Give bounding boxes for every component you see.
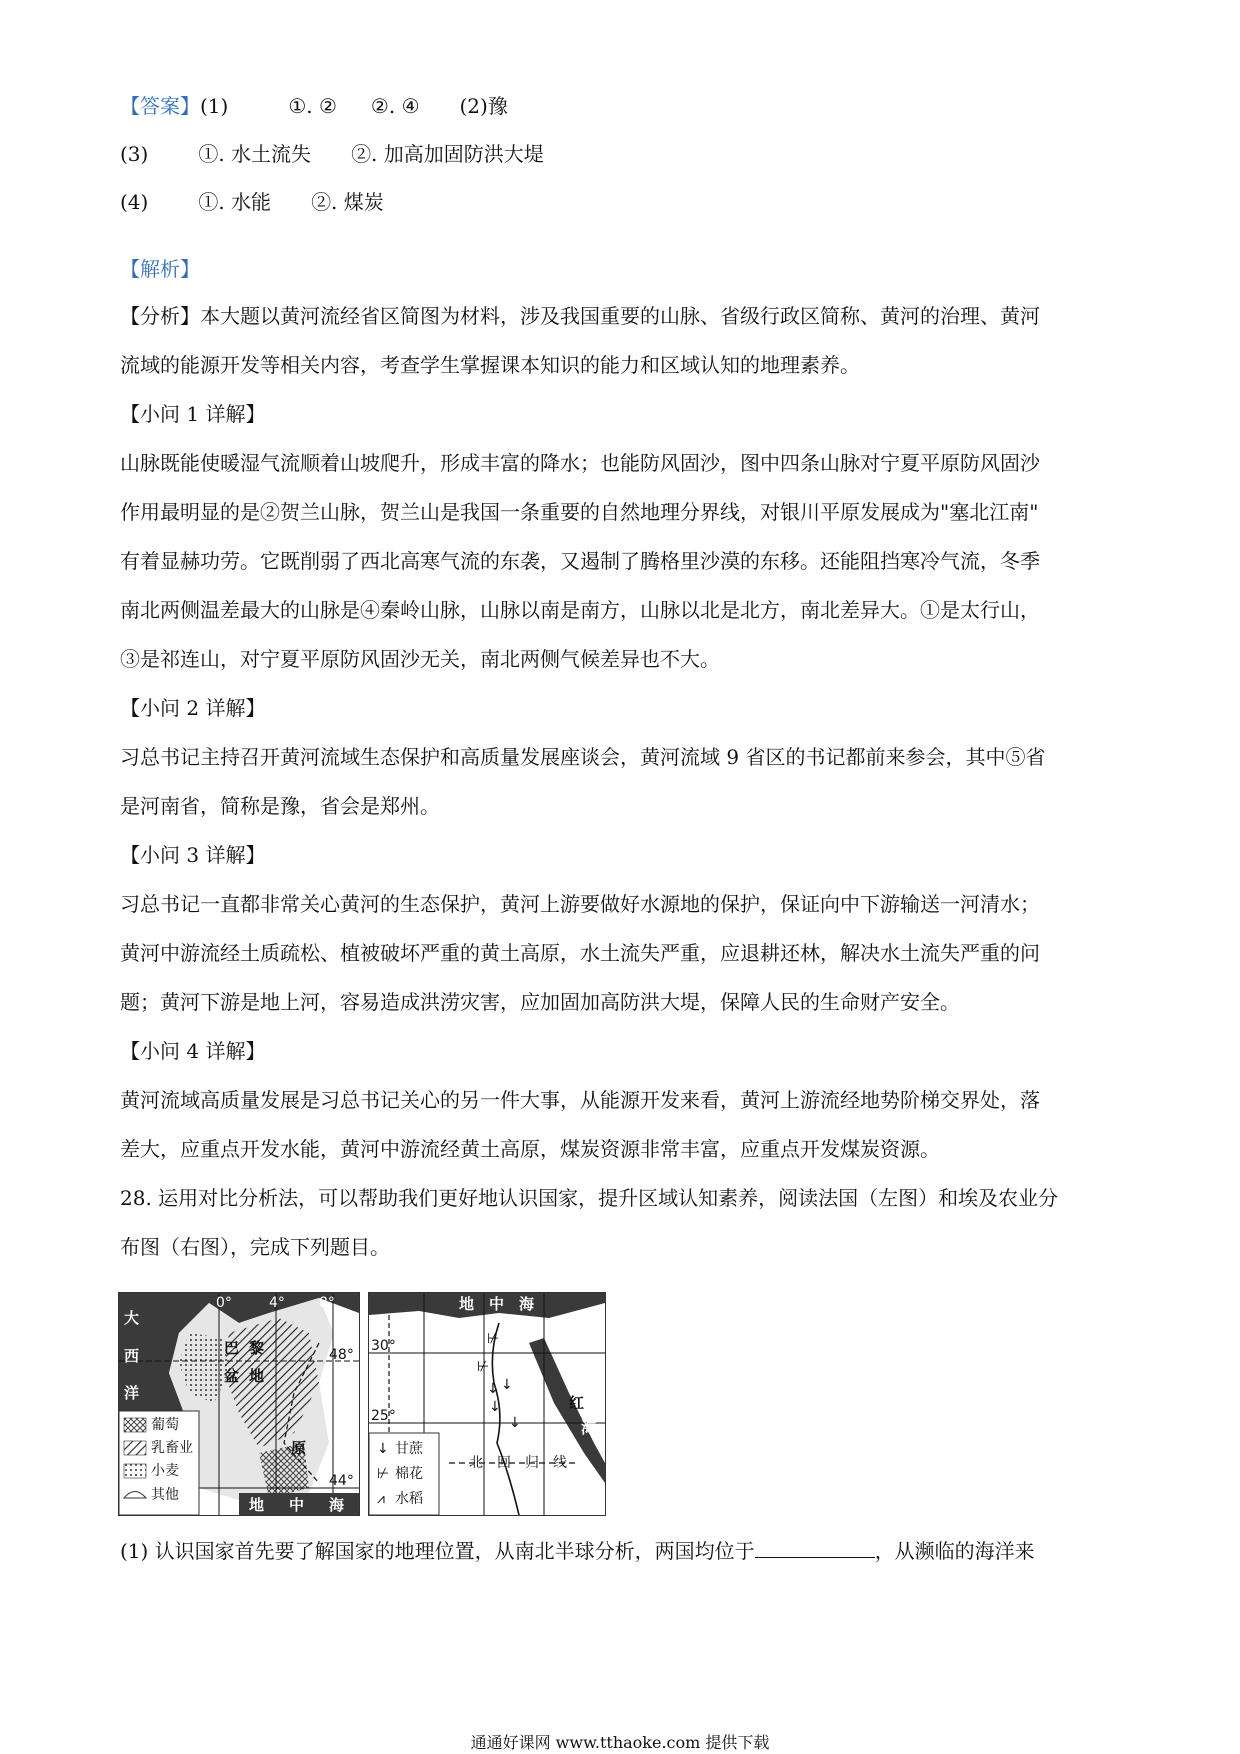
crop-symbol: ↓ <box>487 1381 499 1397</box>
legend-symbol: ⩘ <box>377 1491 385 1507</box>
text-line: 题；黄河下游是地上河，容易造成洪涝灾害，应加固加高防洪大堤，保障人民的生命财产安全。 <box>120 990 960 1014</box>
crop-symbol: ↓ <box>501 1377 513 1393</box>
crop-symbol: ⊬ <box>477 1359 490 1375</box>
lon-label: 0° <box>216 1295 232 1311</box>
sea-char: 海 <box>329 1496 345 1514</box>
text-line: 习总书记一直都非常关心黄河的生态保护，黄河上游要做好水源地的保护，保证向中下游输送一河清水； <box>120 892 1040 916</box>
legend-label: 乳畜业 <box>151 1440 193 1456</box>
egypt-agriculture-map <box>368 1292 606 1516</box>
legend-grape-swatch <box>124 1418 146 1432</box>
basin-char: 黎 <box>249 1339 265 1357</box>
legend-dairy-swatch <box>124 1441 146 1455</box>
sea-char: 地 <box>249 1496 265 1514</box>
section-title: 【小问 2 详解】 <box>120 696 266 720</box>
answer-q3-a: ①. 水土流失 <box>198 142 312 166</box>
egypt-map-svg <box>369 1293 605 1515</box>
legend-symbol: ⊬ <box>377 1466 390 1482</box>
legend-label: 甘蔗 <box>395 1441 423 1457</box>
text-line: 布图（右图），完成下列题目。 <box>120 1235 390 1259</box>
text-line: 28. 运用对比分析法，可以帮助我们更好地认识国家，提升区域认知素养，阅读法国（左图）和埃及农业分 <box>120 1186 1059 1210</box>
question-28-1 <box>120 1537 1130 1565</box>
q4-detail <box>120 1027 1130 1174</box>
q28-1-text-a: (1) 认识国家首先要了解国家的地理位置，从南北半球分析，两国均位于 <box>120 1539 755 1563</box>
legend-label: 棉花 <box>395 1466 423 1482</box>
answer-q1-b: ②. ④ <box>370 94 420 118</box>
text-line: 【分析】本大题以黄河流经省区简图为材料，涉及我国重要的山脉、省级行政区简称、黄河的治理、黄河 <box>120 304 1040 328</box>
answer-q3-label: (3) <box>120 142 149 166</box>
ocean-char: 大 <box>124 1309 140 1327</box>
text-line: 流域的能源开发等相关内容，考查学生掌握课本知识的能力和区域认知的地理素养。 <box>120 353 860 377</box>
answer-blank[interactable] <box>755 1537 875 1558</box>
text-line: 山脉既能使暖湿气流顺着山坡爬升，形成丰富的降水；也能防风固沙，图中四条山脉对宁夏平原防风固沙 <box>120 451 1040 475</box>
answer-q1-a: ①. ② <box>288 94 337 118</box>
plain-char: 原 <box>291 1439 307 1457</box>
mediterranean-sea <box>369 1293 605 1318</box>
answer-q2: (2)豫 <box>459 94 508 118</box>
analysis-tag: 【解析】 <box>120 257 200 281</box>
answer-q4-a: ①. 水能 <box>198 190 272 214</box>
basin-char: 巴 <box>224 1339 240 1357</box>
answer-line-3 <box>120 188 384 216</box>
red-sea-char: 海 <box>581 1419 597 1437</box>
legend-wheat-swatch <box>124 1464 146 1478</box>
lat-label: 30° <box>371 1338 396 1354</box>
text-line: 有着显赫功劳。它既削弱了西北高寒气流的东袭，又遏制了腾格里沙漠的东移。还能阻挡寒冷气流，冬季 <box>120 549 1040 573</box>
crop-symbol: ⊬ <box>487 1331 500 1347</box>
legend-label: 其他 <box>151 1487 179 1503</box>
text-line: ③是祁连山，对宁夏平原防风固沙无关，南北两侧气候差异也不大。 <box>120 647 720 671</box>
lon-label: 4° <box>269 1295 285 1311</box>
france-agriculture-map <box>118 1292 360 1516</box>
tropic-label: 北 回 归 线 <box>469 1455 567 1471</box>
legend-label: 水稻 <box>395 1491 423 1507</box>
ocean-char: 洋 <box>124 1384 140 1402</box>
answer-q3-b: ②. 加高加固防洪大堤 <box>351 142 544 166</box>
section-title: 【小问 3 详解】 <box>120 843 266 867</box>
q2-detail <box>120 684 1130 831</box>
france-map-svg <box>119 1293 359 1515</box>
lon-label: 8° <box>319 1295 335 1311</box>
section-title: 【小问 1 详解】 <box>120 402 266 426</box>
sea-char: 中 <box>489 1295 505 1313</box>
lat-label: 25° <box>371 1408 396 1424</box>
q1-detail <box>120 390 1130 684</box>
legend-symbol: ↓ <box>377 1441 389 1457</box>
answer-line-2 <box>120 140 544 168</box>
legend-label: 小麦 <box>151 1463 179 1479</box>
crop-symbol: ↓ <box>509 1415 521 1431</box>
text-line: 差大，应重点开发水能，黄河中游流经黄土高原，煤炭资源非常丰富，应重点开发煤炭资源。 <box>120 1137 940 1161</box>
answer-q4-b: ②. 煤炭 <box>311 190 384 214</box>
footer-text: 通通好课网 www.tthaoke.com 提供下载 <box>470 1733 770 1752</box>
question-28 <box>120 1174 1130 1272</box>
answer-q4-label: (4) <box>120 190 149 214</box>
ocean-char: 西 <box>124 1347 140 1365</box>
sea-char: 海 <box>519 1295 535 1313</box>
lat-label: 44° <box>329 1473 354 1489</box>
sea-char: 地 <box>459 1295 475 1313</box>
section-title: 【小问 4 详解】 <box>120 1039 266 1063</box>
analysis-paragraph <box>120 292 1130 390</box>
legend-label: 葡萄 <box>151 1417 179 1433</box>
text-line: 黄河流域高质量发展是习总书记关心的另一件大事，从能源开发来看，黄河上游流经地势阶梯交界处，落 <box>120 1088 1040 1112</box>
text-line: 南北两侧温差最大的山脉是④秦岭山脉，山脉以南是南方，山脉以北是北方，南北差异大。①是太行山， <box>120 598 1040 622</box>
basin-char: 地 <box>249 1367 265 1385</box>
text-line: 黄河中游流经土质疏松、植被破坏严重的黄土高原，水土流失严重，应退耕还林，解决水土流失严重的问 <box>120 941 1040 965</box>
text-line: 是河南省，简称是豫，省会是郑州。 <box>120 794 440 818</box>
basin-char: 盆 <box>224 1367 240 1385</box>
answer-tag: 【答案】 <box>120 94 200 118</box>
sea-char: 中 <box>289 1496 305 1514</box>
text-line: 作用最明显的是②贺兰山脉，贺兰山是我国一条重要的自然地理分界线，对银川平原发展成为"塞北江南" <box>120 500 1039 524</box>
lat-label: 48° <box>329 1347 354 1363</box>
red-sea-char: 红 <box>569 1394 585 1412</box>
answer-q1-label: (1) <box>200 94 229 118</box>
answer-line-1 <box>120 92 508 120</box>
q3-detail <box>120 831 1130 1027</box>
q28-1-text-b: ，从濒临的海洋来 <box>874 1539 1035 1563</box>
crop-symbol: ↓ <box>489 1399 501 1415</box>
text-line: 习总书记主持召开黄河流域生态保护和高质量发展座谈会，黄河流域 9 省区的书记都前来参会，其中⑤省 <box>120 745 1046 769</box>
